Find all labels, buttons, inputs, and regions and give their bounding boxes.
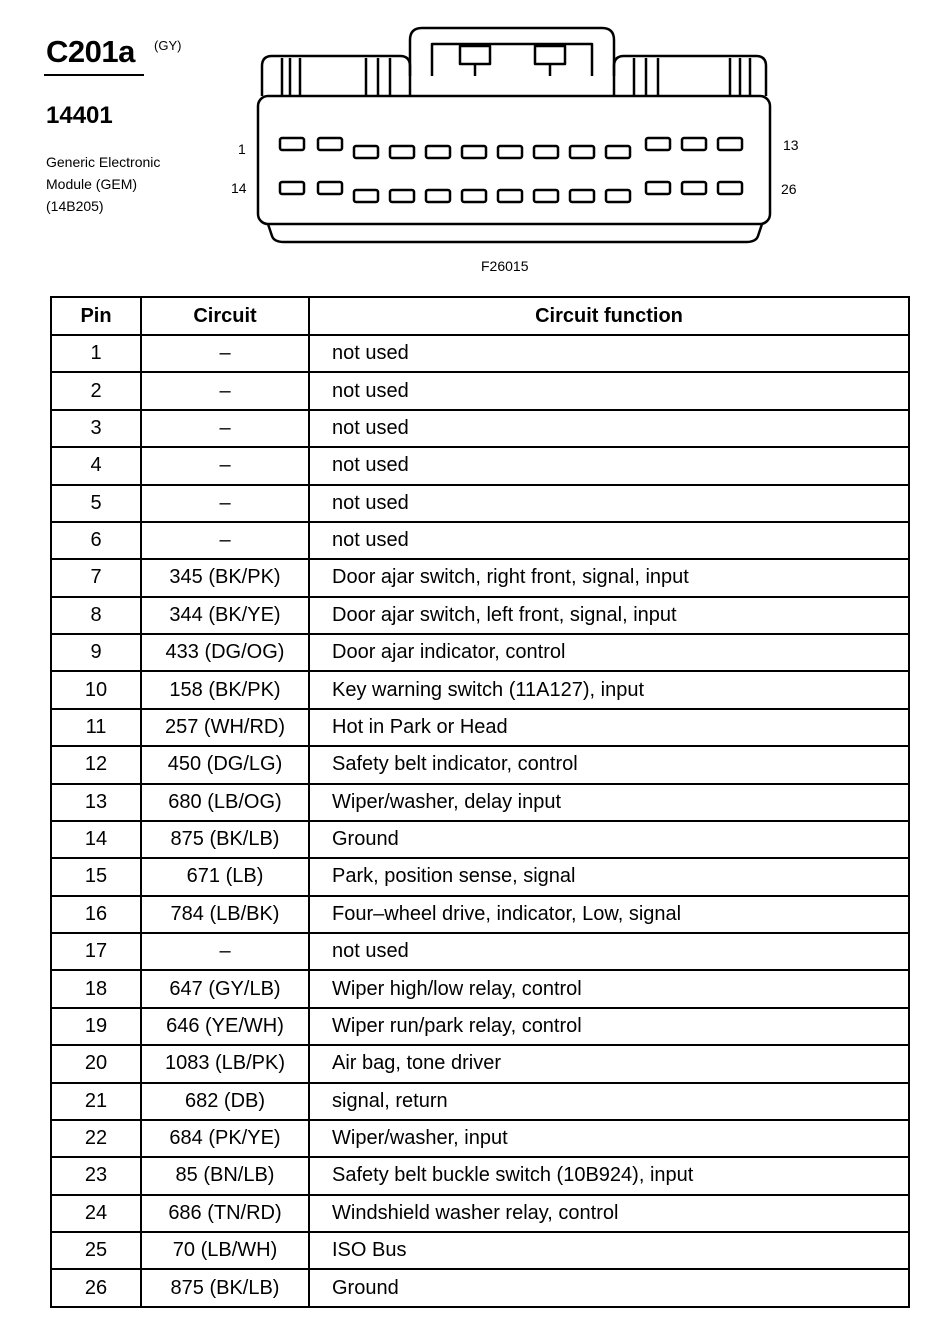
pin-cell: 22 xyxy=(51,1120,141,1157)
pin-cell: 4 xyxy=(51,447,141,484)
function-cell: Wiper run/park relay, control xyxy=(309,1008,909,1045)
table-row xyxy=(51,709,909,746)
table-row xyxy=(51,485,909,522)
function-cell: Wiper/washer, delay input xyxy=(309,784,909,821)
table-row xyxy=(51,447,909,484)
table-row xyxy=(51,522,909,559)
circuit-cell: – xyxy=(141,447,309,484)
pin-cell: 5 xyxy=(51,485,141,522)
pin-cell: 21 xyxy=(51,1083,141,1120)
circuit-cell: – xyxy=(141,410,309,447)
circuit-cell: – xyxy=(141,522,309,559)
function-cell: not used xyxy=(309,522,909,559)
function-cell: Wiper/washer, input xyxy=(309,1120,909,1157)
table-row xyxy=(51,821,909,858)
circuit-cell: 158 (BK/PK) xyxy=(141,671,309,708)
header-circuit-function: Circuit function xyxy=(309,297,909,335)
table-row xyxy=(51,372,909,409)
table-row xyxy=(51,970,909,1007)
function-cell: Ground xyxy=(309,821,909,858)
table-row xyxy=(51,634,909,671)
function-cell: not used xyxy=(309,485,909,522)
pin-cell: 15 xyxy=(51,858,141,895)
circuit-cell: 784 (LB/BK) xyxy=(141,896,309,933)
function-cell: Wiper high/low relay, control xyxy=(309,970,909,1007)
pin-cell: 18 xyxy=(51,970,141,1007)
pin-cell: 16 xyxy=(51,896,141,933)
function-cell: not used xyxy=(309,447,909,484)
function-cell: not used xyxy=(309,410,909,447)
table-row xyxy=(51,1083,909,1120)
function-cell: not used xyxy=(309,372,909,409)
circuit-cell: – xyxy=(141,335,309,372)
function-cell: signal, return xyxy=(309,1083,909,1120)
pin-cell: 6 xyxy=(51,522,141,559)
pin-cell: 26 xyxy=(51,1269,141,1307)
circuit-cell: – xyxy=(141,485,309,522)
circuit-cell: 344 (BK/YE) xyxy=(141,597,309,634)
pin-cell: 9 xyxy=(51,634,141,671)
circuit-cell: – xyxy=(141,933,309,970)
circuit-cell: 682 (DB) xyxy=(141,1083,309,1120)
pin-cell: 24 xyxy=(51,1195,141,1232)
table-row xyxy=(51,1120,909,1157)
circuit-cell: 671 (LB) xyxy=(141,858,309,895)
table-header-row xyxy=(51,297,909,335)
function-cell: Air bag, tone driver xyxy=(309,1045,909,1082)
pin-cell: 7 xyxy=(51,559,141,596)
function-cell: Four–wheel drive, indicator, Low, signal xyxy=(309,896,909,933)
table-row xyxy=(51,1157,909,1194)
table-row xyxy=(51,410,909,447)
circuit-cell: 680 (LB/OG) xyxy=(141,784,309,821)
table-row xyxy=(51,559,909,596)
pin-label-top-left: 1 xyxy=(238,141,246,157)
pin-cell: 19 xyxy=(51,1008,141,1045)
function-cell: Key warning switch (11A127), input xyxy=(309,671,909,708)
circuit-cell: 684 (PK/YE) xyxy=(141,1120,309,1157)
circuit-cell: – xyxy=(141,372,309,409)
pin-cell: 10 xyxy=(51,671,141,708)
pin-cell: 20 xyxy=(51,1045,141,1082)
table-row xyxy=(51,933,909,970)
table-row xyxy=(51,597,909,634)
function-cell: Hot in Park or Head xyxy=(309,709,909,746)
connector-color-code: (GY) xyxy=(154,38,182,53)
table-row xyxy=(51,1045,909,1082)
figure-id: F26015 xyxy=(481,258,529,274)
connector-id-underline xyxy=(44,74,144,76)
connector-face-diagram xyxy=(0,0,940,260)
function-cell: Door ajar indicator, control xyxy=(309,634,909,671)
circuit-cell: 686 (TN/RD) xyxy=(141,1195,309,1232)
table-row xyxy=(51,335,909,372)
pin-cell: 8 xyxy=(51,597,141,634)
pin-label-bottom-right: 26 xyxy=(781,181,797,197)
pin-cell: 12 xyxy=(51,746,141,783)
pin-cell: 23 xyxy=(51,1157,141,1194)
table-row xyxy=(51,1232,909,1269)
pin-label-bottom-left: 14 xyxy=(231,180,247,196)
circuit-cell: 1083 (LB/PK) xyxy=(141,1045,309,1082)
circuit-cell: 433 (DG/OG) xyxy=(141,634,309,671)
module-description: Generic Electronic Module (GEM) (14B205) xyxy=(46,154,161,214)
pin-cell: 13 xyxy=(51,784,141,821)
table-body xyxy=(51,335,909,1307)
function-cell: ISO Bus xyxy=(309,1232,909,1269)
function-cell: Windshield washer relay, control xyxy=(309,1195,909,1232)
pin-cell: 14 xyxy=(51,821,141,858)
table-row xyxy=(51,858,909,895)
circuit-cell: 646 (YE/WH) xyxy=(141,1008,309,1045)
circuit-cell: 875 (BK/LB) xyxy=(141,821,309,858)
function-cell: Ground xyxy=(309,1269,909,1307)
table-row xyxy=(51,671,909,708)
table-row xyxy=(51,896,909,933)
function-cell: Safety belt buckle switch (10B924), input xyxy=(309,1157,909,1194)
function-cell: not used xyxy=(309,335,909,372)
circuit-cell: 70 (LB/WH) xyxy=(141,1232,309,1269)
table-row xyxy=(51,1008,909,1045)
table-row xyxy=(51,1269,909,1307)
circuit-cell: 257 (WH/RD) xyxy=(141,709,309,746)
table-row xyxy=(51,746,909,783)
function-cell: not used xyxy=(309,933,909,970)
function-cell: Safety belt indicator, control xyxy=(309,746,909,783)
header-circuit: Circuit xyxy=(141,297,309,335)
table-row xyxy=(51,784,909,821)
part-number: 14401 xyxy=(46,102,113,129)
circuit-cell: 875 (BK/LB) xyxy=(141,1269,309,1307)
pin-cell: 17 xyxy=(51,933,141,970)
circuit-cell: 647 (GY/LB) xyxy=(141,970,309,1007)
pinout-table xyxy=(50,296,910,1308)
pin-cell: 25 xyxy=(51,1232,141,1269)
table-row xyxy=(51,1195,909,1232)
pin-cell: 3 xyxy=(51,410,141,447)
pin-label-top-right: 13 xyxy=(783,137,799,153)
pin-cell: 2 xyxy=(51,372,141,409)
circuit-cell: 345 (BK/PK) xyxy=(141,559,309,596)
connector-id: C201a xyxy=(46,34,135,69)
circuit-cell: 450 (DG/LG) xyxy=(141,746,309,783)
pin-cell: 1 xyxy=(51,335,141,372)
pin-cell: 11 xyxy=(51,709,141,746)
circuit-cell: 85 (BN/LB) xyxy=(141,1157,309,1194)
function-cell: Door ajar switch, right front, signal, input xyxy=(309,559,909,596)
function-cell: Door ajar switch, left front, signal, input xyxy=(309,597,909,634)
function-cell: Park, position sense, signal xyxy=(309,858,909,895)
header-pin: Pin xyxy=(51,297,141,335)
